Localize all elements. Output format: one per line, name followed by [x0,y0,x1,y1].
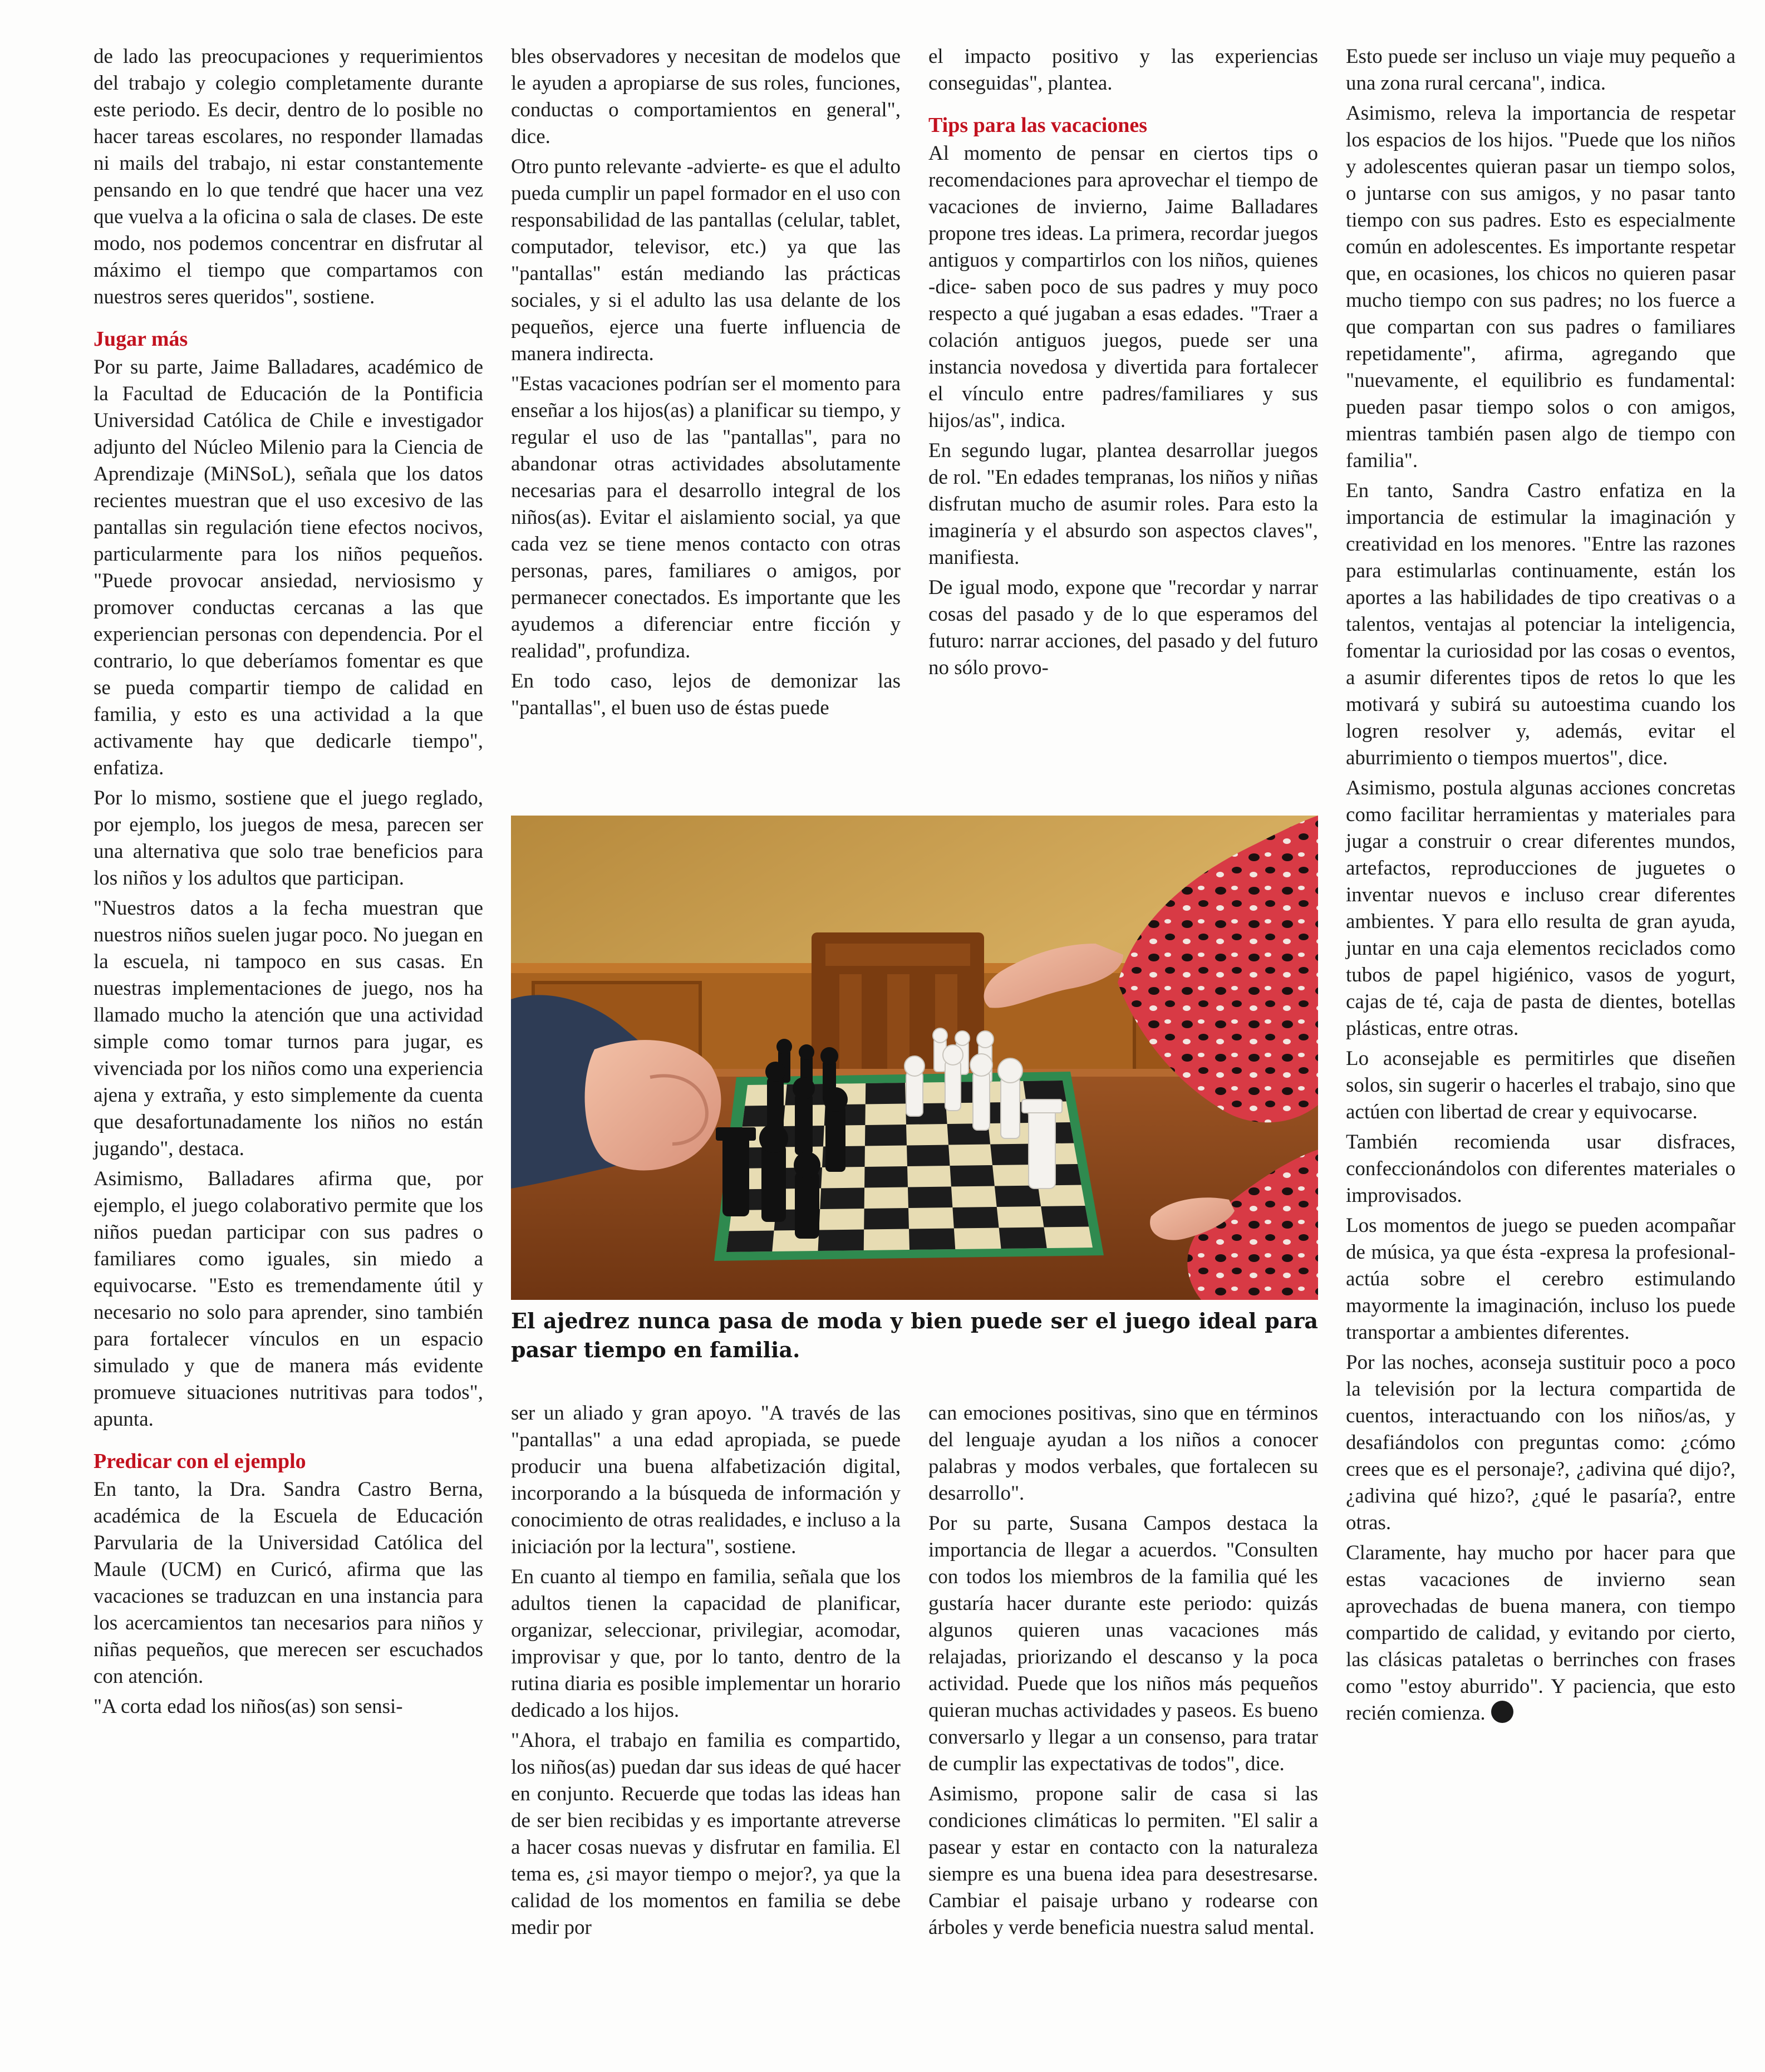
col3-paragraph: el impacto positivo y las experiencias conseguidas", plantea. [928,45,1318,95]
column-4 [1346,43,1735,1730]
chess-square [909,1229,955,1250]
chess-square [864,1166,908,1188]
column-2-top [511,43,901,725]
chess-square [818,1230,864,1251]
col3-paragraph: En segundo lugar, plantea desarrollar juegos de rol. "En edades tempranas, los niños y niñas disfrutan mucho de asumir roles. Para esto la imaginería y el absurdo son aspectos claves", manifiesta. [928,439,1318,569]
col1-paragraph: Asimismo, Balladares afirma que, por ejemplo, el juego colaborativo permite que los niños puedan participar con sus padres o familiares como iguales, sin miedo a equivocarse. "Esto es tremendamente útil y necesario no solo para aprender, sino también para fortalecer vínculos en un espacio simulado y que de manera más evidente promueve situaciones nutritivas para todos", apunta. [94,1167,483,1431]
chess-square [907,1145,950,1167]
col3-paragraph: De igual modo, expone que "recordar y narrar cosas del pasado y de lo que esperamos del futuro: narrar acciones, del pasado y del futuro no sólo provo- [928,576,1318,679]
col1-paragraph: Por su parte, Jaime Balladares, académico de la Facultad de Educación de la Pontificia Universidad Católica de Chile e investigador adjunto del Núcleo Milenio para la Ciencia de Aprendizaje (MiNSoL), señala que los datos recientes muestran que el uso excesivo de las pantallas sin regulación tiene efectos nocivos, particularmente para los niños pequeños. "Puede provocar ansiedad, nerviosismo y promover conductas cercanas a las que experiencian personas con dependencia. Por el contrario, lo que deberíamos fomentar es que se pueda compartir tiempo de calidad en familia, y esto es una actividad a la que activamente hay que dedicarle tiempo", enfatiza. [94,356,483,779]
col4-paragraph: Asimismo, postula algunas acciones concretas como facilitar herramientas y materiales para jugar a construir o crear diferentes mundos, artefactos, reproducciones de juguetes o inventar nuevos e incluso crear diferentes ambientes. Y para ello resulta de gran ayuda, juntar en una caja elementos reciclados como tubos de papel higiénico, vasos de yogurt, cajas de té, caja de pasta de dientes, botellas plásticas, entre otras. [1346,777,1735,1040]
col1-paragraph: Por lo mismo, sostiene que el juego reglado, por ejemplo, los juegos de mesa, parecen ser una alternativa que solo trae beneficios para los niños y los adultos que participan. [94,787,483,890]
col3-paragraph: Asimismo, propone salir de casa si las condiciones climáticas lo permiten. "El salir a pasear y estar en contacto con la naturaleza siempre es una buena idea para desestresarse. Cambiar el paisaje urbano y rodearse con árboles y verde beneficia nuestra salud mental. [928,1783,1318,1939]
col2-paragraph: En cuanto al tiempo en familia, señala que los adultos tienen la capacidad de planificar, organizar, seleccionar, privilegiar, acomodar, improvisar y que, por lo tanto, dentro de la rutina diaria es posible implementar un horario dedicado a los hijos. [511,1565,901,1722]
col4-paragraph: Lo aconsejable es permitirles que diseñen solos, sin sugerir o hacerles el trabajo, sino que actúen con libertad de crear y equivocarse. [1346,1047,1735,1123]
chess-square [866,1083,906,1104]
col4-paragraph: Asimismo, releva la importancia de respetar los espacios de los hijos. "Puede que los niños y adolescentes quieran pasar un tiempo solos, o juntarse con sus amigos, y no pasar tanto tiempo con sus padres. Esto es especialmente común en adolescentes. Es importante respetar que, en ocasiones, los chicos no quieren pasar mucho tiempo con sus padres; no los fuerce a que compartan con sus padres o familiares repetidamente", afirma, agregando que "nuevamente, el equilibrio es fundamental: pueden pasar tiempo solos o con amigos, mientras también pasen algo de tiempo con familia". [1346,102,1735,472]
col3-paragraph: Por su parte, Susana Campos destaca la importancia de llegar a acuerdos. "Consulten con todos los miembros de la familia qué les gustaría hacer durante este periodo: quizás algunos quieren unas vacaciones más relajadas, priorizando el descanso y la poca actividad. Puede que los niños más pequeños quieran muchas actividades y paseos. Es bueno conversarlo y llegar a un consenso, para tratar de cumplir las expectativas de todos", dice. [928,1512,1318,1775]
col4-paragraph: También recomienda usar disfraces, confeccionándolos con diferentes materiales o improvisados. [1346,1131,1735,1207]
column-3-bottom [928,1400,1318,1945]
col4-paragraph [1346,1540,1735,1727]
col2-paragraph: ser un aliado y gran apoyo. "A través de las "pantallas" a una edad apropiada, se puede producir una buena alfabetización digital, incorporando a la búsqueda de información y conocimiento de otras realidades, e incluso a la iniciación por la lectura", sostiene. [511,1402,901,1558]
chess-square [865,1125,907,1146]
chess-square [950,1165,995,1187]
col1-paragraph: En tanto, la Dra. Sandra Castro Berna, académica de la Escuela de Educación Parvularia de la Universidad Católica del Maule (UCM) en Curicó, afirma que las vacaciones se traduzcan en una instancia para los acercamientos tan necesarios para niños y niñas pequeños, que merecen ser escuchados con atención. [94,1478,483,1688]
heading-jugar-mas: Jugar más [94,327,188,351]
chess-square [1041,1206,1089,1228]
closing-text: Claramente, hay mucho por hacer para que estas vacaciones de invierno sean aprovechadas de buena manera, con tiempo compartido de calidad, y evitando por cierto, las clásicas pataletas o berrinches con frases como "estoy aburrido". Y paciencia, que esto recién comienza. [1346,1541,1735,1725]
chess-square [726,1231,774,1253]
chess-square [864,1208,909,1230]
chess-square [820,1188,864,1210]
col2-paragraph: bles observadores y necesitan de modelos que le ayuden a apropiarse de sus roles, funciones, conductas o comportamientos en general", dice. [511,45,901,148]
chess-square [999,1228,1047,1249]
col3-paragraph: can emociones positivas, sino que en términos del lenguaje ayudan a los niños a conocer palabras y modos verbales, que fortalecen su desarrollo". [928,1402,1318,1505]
column-1 [94,43,483,1724]
col1-paragraph: "A corta edad los niños(as) son sensi- [94,1695,403,1718]
col4-paragraph: Por las noches, aconseja sustituir poco a poco la televisión por la lectura compartida de cuentos, interactuando con los niños/as, y desafiándolos con preguntas como: ¿cómo crees que es el personaje?, ¿adivina qué dijo?, ¿adivina qué hizo?, ¿qué le pasaría?, entre otras. [1346,1351,1735,1534]
column-3-top [928,43,1318,685]
end-of-article-icon [1491,1701,1513,1723]
col2-paragraph: "Ahora, el trabajo en familia es compartido, los niños(as) puedan dar sus ideas de qué hacer en conjunto. Recuerde que todas las ideas han de ser bien recibidas y es importante atreverse a hacer cosas nuevas y disfrutar en familia. El tema es, ¿si mayor tiempo o mejor?, ya que la calidad de los momentos en familia se debe medir por [511,1729,901,1939]
col3-paragraph: Al momento de pensar en ciertos tips o recomendaciones para aprovechar el tiempo de vacaciones de invierno, Jaime Balladares propone tres ideas. La primera, recordar juegos antiguos y compartirlos con los niños, quienes -dice- saben poco de sus padres y muy poco respecto a qué jugaban a esas edades. "Traer a colación antiguos juegos, puede ser una instancia novedosa y divertida para fortalecer el vínculo entre padres/familiares y sus hijos/as", indica. [928,142,1318,432]
col4-paragraph: En tanto, Sandra Castro enfatiza en la importancia de estimular la imaginación y creatividad en los menores. "Entre las razones para estimularlas continuamente, están los aportes a las habilidades de tipo creativas o a talentos, ventajas al potenciar la inteligencia, fomentar la curiosidad por las cosas o eventos, a asumir diferentes tipos de retos lo que les motivará y subirá su autoestima cuando los logren resolver y, además, evitar el aburrimiento o tiempos muertos", dice. [1346,479,1735,769]
col1-paragraph: de lado las preocupaciones y requerimientos del trabajo y colegio completamente durante este periodo. Es decir, dentro de lo posible no hacer tareas escolares, no responder llamadas ni mails del trabajo, ni estar constantemente pensando en lo que tendré que hacer una vez que vuelva a la oficina o sala de clases. De este modo, nos podemos concentrar en disfrutar al máximo el tiempo que compartamos con nuestros seres queridos", sostiene. [94,45,483,308]
chess-photo [511,816,1318,1300]
chess-square [952,1207,999,1229]
photo-caption: El ajedrez nunca pasa de moda y bien puede ser el juego ideal para pasar tiempo en familia. [511,1308,1318,1362]
col1-paragraph: "Nuestros datos a la fecha muestran que nuestros niños suelen jugar poco. No juegan en la escuela, ni tampoco en sus casas. En nuestras implementaciones de juego, nos ha llamado mucho la atención que una actividad simple como tomar turnos para jugar, es vivenciada por los niños como una experiencia ajena y extraña, y esto simplemente da cuenta que desafortunadamente los niños no están jugando", destaca. [94,897,483,1160]
chess-square [908,1187,952,1209]
column-2-bottom [511,1400,901,1945]
chess-square [1023,1081,1066,1102]
heading-predicar-con-el-ejemplo: Predicar con el ejemplo [94,1450,306,1473]
col4-paragraph: Los momentos de juego se pueden acompañar de música, ya que ésta -expresa la profesional- actúa sobre el cerebro estimulando mayormente la imaginación, incluso los puede transportar a ambientes diferentes. [1346,1214,1735,1344]
col2-paragraph: En todo caso, lejos de demonizar las "pantallas", el buen uso de éstas puede [511,670,901,719]
heading-tips-para-las-vacaciones: Tips para las vacaciones [928,114,1148,137]
col2-paragraph: "Estas vacaciones podrían ser el momento para enseñar a los hijos(as) a planificar su tiempo, y regular el uso de las "pantallas", para no abandonar otras actividades absolutamente necesarias para el desarrollo integral de los niños(as). Evitar el aislamiento social, ya que cada vez se tiene menos contacto con otras personas, pares, familiares o amigos, por permanecer conectados. Es importante que les ayudemos a diferenciar entre ficción y realidad", profundiza. [511,372,901,662]
col4-paragraph: Esto puede ser incluso un viaje muy pequeño a una zona rural cercana", indica. [1346,45,1735,95]
col2-paragraph: Otro punto relevante -advierte- es que el adulto pueda cumplir un papel formador en el uso con responsabilidad de las pantallas (celular, tablet, computador, televisor, etc.) ya que las "pantallas" están mediando las prácticas sociales, y si el adulto las usa delante de los pequeños, ejerce una fuerte influencia de manera indirecta. [511,155,901,365]
